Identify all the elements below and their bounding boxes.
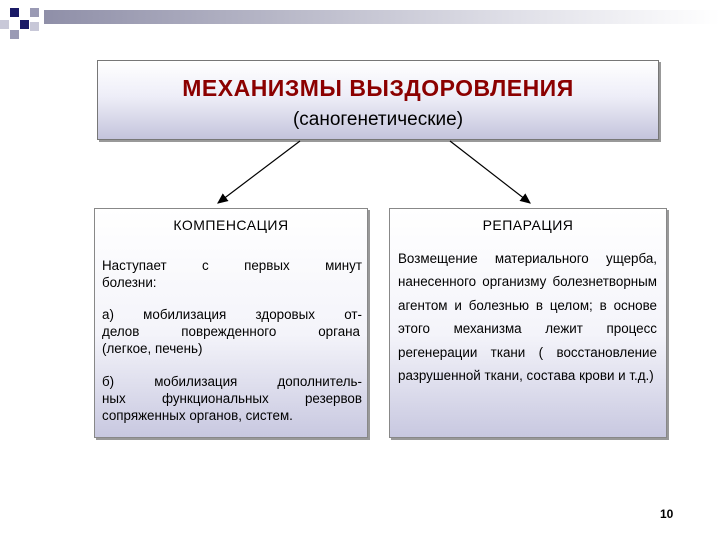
arrow-to-compensation: [218, 141, 300, 203]
text-line: сопряженных органов, систем.: [102, 408, 293, 423]
page-number: 10: [660, 507, 674, 521]
slide-subtitle: (саногенетические): [292, 109, 464, 130]
compensation-item-a: [102, 306, 362, 357]
text-line: болезни:: [102, 275, 157, 290]
text-line: а) мобилизация здоровых от-: [102, 307, 362, 322]
compensation-panel: [94, 208, 368, 438]
text-line: б) мобилизация дополнитель-: [102, 374, 362, 389]
text-line: Наступает с первых минут: [102, 258, 362, 273]
slide-title: МЕХАНИЗМЫ ВЫЗДОРОВЛЕНИЯ: [182, 75, 574, 101]
reparation-heading: РЕПАРАЦИЯ: [482, 217, 574, 233]
reparation-text: Возмещение материального ущерба, нанесенного организму болезнетворным агентом и болезнью в целом; в основе этого механизма лежит процесс регенерации ткани ( восстановление разрушенной ткани, состава крови и т.д.): [398, 251, 657, 384]
arrow-to-reparation: [450, 141, 530, 203]
reparation-panel: [389, 208, 667, 438]
compensation-item-b: [102, 373, 362, 424]
text-line: делов поврежденного органа: [102, 324, 360, 339]
compensation-intro: [102, 257, 362, 291]
text-line: ных функциональных резервов: [102, 391, 362, 406]
compensation-heading: КОМПЕНСАЦИЯ: [173, 217, 289, 233]
text-line: (легкое, печень): [102, 341, 203, 356]
